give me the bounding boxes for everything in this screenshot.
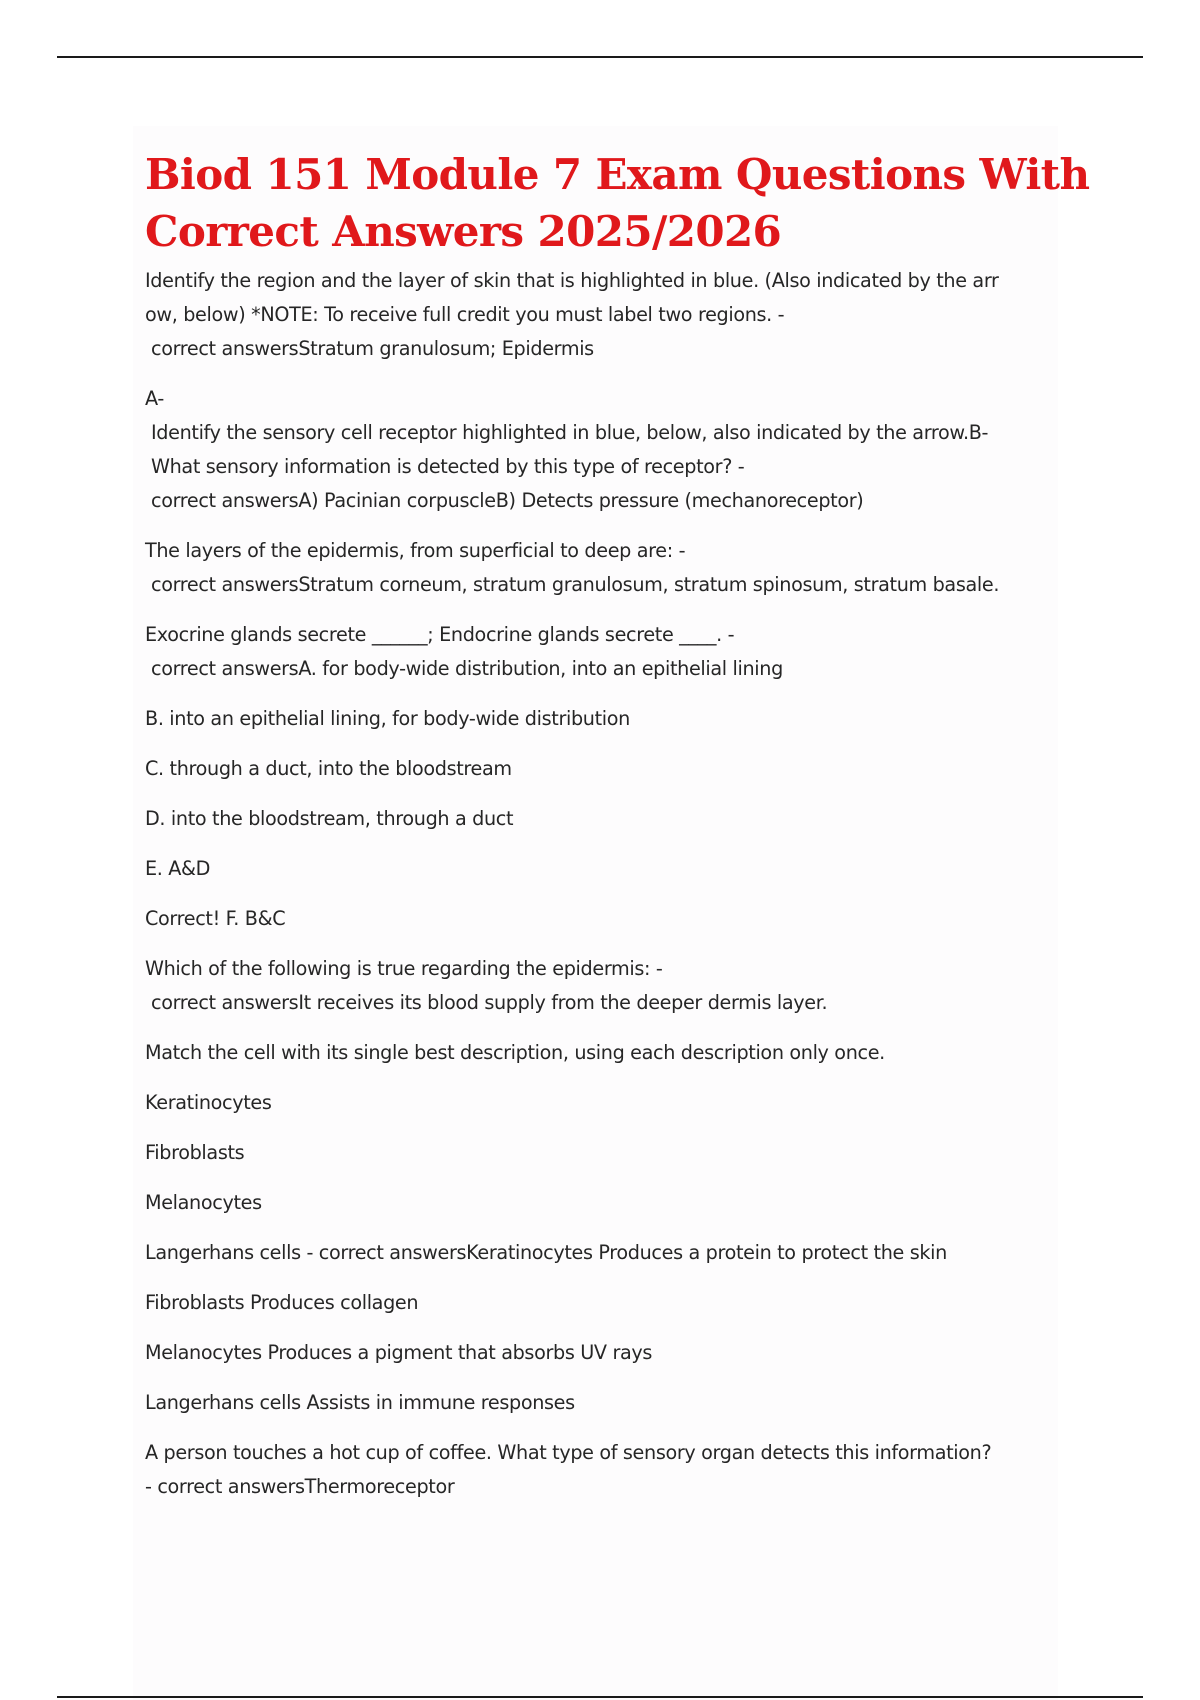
match-answer-item: Fibroblasts Produces collagen xyxy=(145,1291,419,1314)
option-item: C. through a duct, into the bloodstream xyxy=(145,757,512,780)
question-block xyxy=(145,618,1050,686)
answer-text: correct answersStratum corneum, stratum granulosum, stratum spinosum, stratum basale. xyxy=(151,573,1000,596)
question-block xyxy=(145,1436,1050,1504)
question-block xyxy=(145,534,1050,602)
question-text: What sensory information is detected by this type of receptor? - xyxy=(151,455,745,478)
option-item: B. into an epithelial lining, for body-wide distribution xyxy=(145,707,630,730)
title-line-1: Biod 151 Module 7 Exam Questions With xyxy=(145,150,1090,199)
document-title xyxy=(145,146,1090,260)
answer-text: - correct answersThermoreceptor xyxy=(145,1475,455,1498)
question-text: The layers of the epidermis, from superficial to deep are: - xyxy=(145,539,686,562)
question-text: A- xyxy=(145,387,164,410)
answer-text: correct answersA. for body-wide distribution, into an epithelial lining xyxy=(151,657,783,680)
title-line-2: Correct Answers 2025/2026 xyxy=(145,207,782,256)
question-text: Match the cell with its single best description, using each description only once. xyxy=(145,1041,885,1064)
question-text: Identify the sensory cell receptor highlighted in blue, below, also indicated by the arrow.B- xyxy=(151,421,989,444)
question-block xyxy=(145,952,1050,1020)
option-item: D. into the bloodstream, through a duct xyxy=(145,807,514,830)
option-item-correct: Correct! F. B&C xyxy=(145,907,286,930)
question-text: Which of the following is true regarding the epidermis: - xyxy=(145,957,663,980)
answer-text: Langerhans cells - correct answersKeratinocytes Produces a protein to protect the skin xyxy=(145,1241,947,1264)
match-answer-item: Langerhans cells Assists in immune responses xyxy=(145,1391,575,1414)
question-text: Exocrine glands secrete ______; Endocrine glands secrete ____. - xyxy=(145,623,735,646)
match-cell-item: Fibroblasts xyxy=(145,1141,245,1164)
answer-text: correct answersIt receives its blood supply from the deeper dermis layer. xyxy=(151,991,828,1014)
question-block xyxy=(145,382,1050,518)
question-block xyxy=(145,264,1050,366)
match-answer-item: Melanocytes Produces a pigment that absorbs UV rays xyxy=(145,1341,653,1364)
bottom-rule xyxy=(57,1696,1143,1698)
question-text: Identify the region and the layer of skin that is highlighted in blue. (Also indicated by the arr xyxy=(145,269,999,292)
document-body xyxy=(145,146,1090,1504)
answer-text: correct answersA) Pacinian corpuscleB) Detects pressure (mechanoreceptor) xyxy=(151,489,864,512)
question-text: A person touches a hot cup of coffee. What type of sensory organ detects this information? xyxy=(145,1441,992,1464)
match-cell-item: Melanocytes xyxy=(145,1191,262,1214)
option-item: E. A&D xyxy=(145,857,211,880)
question-text: ow, below) *NOTE: To receive full credit you must label two regions. - xyxy=(145,303,785,326)
top-rule xyxy=(57,56,1143,58)
answer-text: correct answersStratum granulosum; Epidermis xyxy=(151,337,594,360)
match-cell-item: Keratinocytes xyxy=(145,1091,272,1114)
